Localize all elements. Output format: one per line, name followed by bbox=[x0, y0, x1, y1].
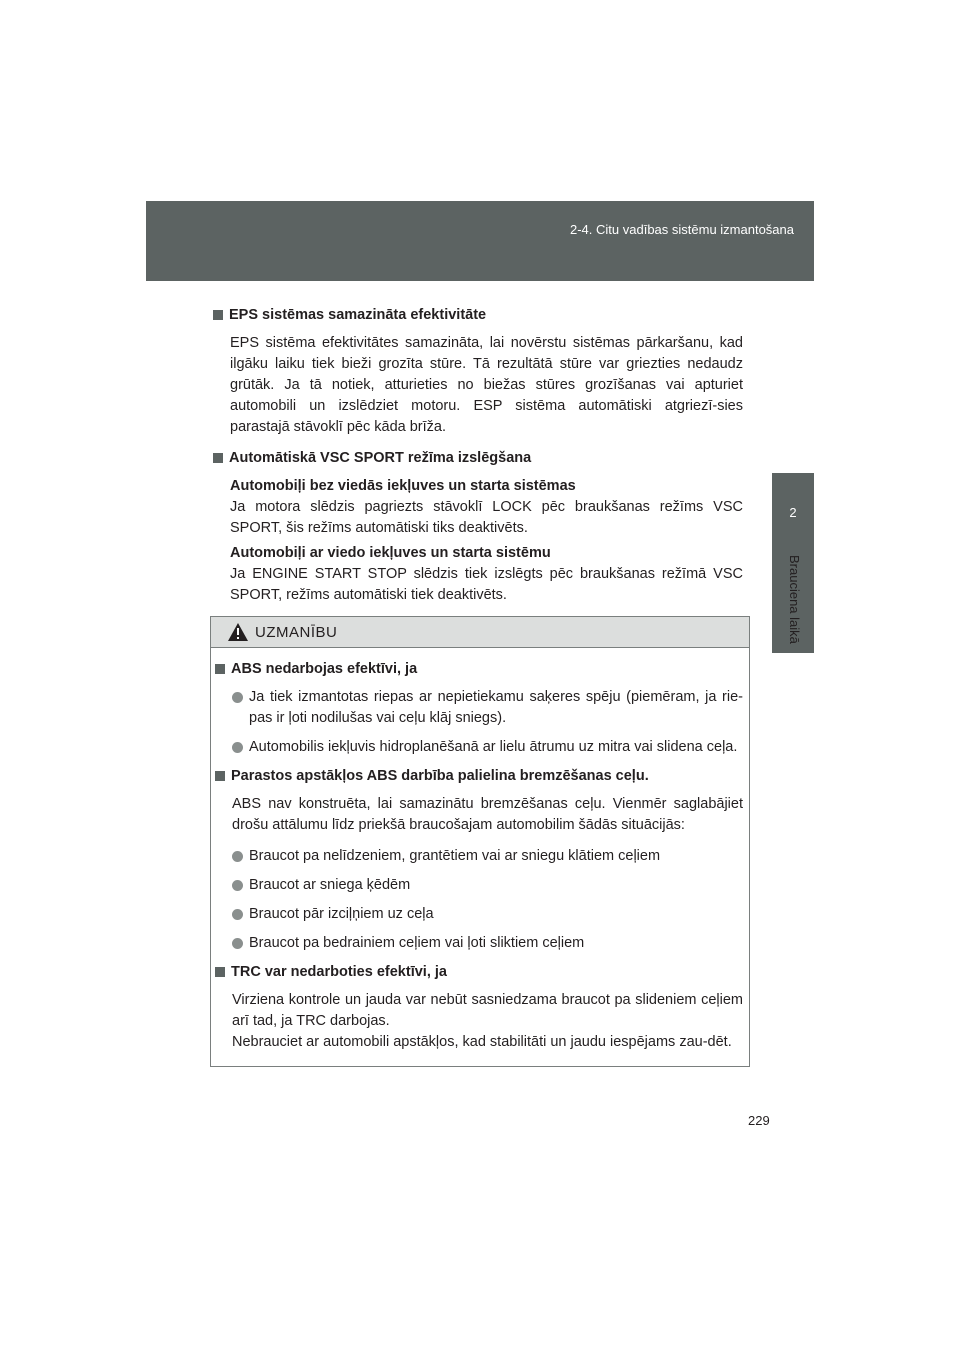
caution-title: UZMANĪBU bbox=[255, 623, 338, 641]
list-item bbox=[232, 904, 743, 925]
brake-text: ABS nav konstruēta, lai samazinātu bremzēšanas ceļu. Vienmēr saglabājiet drošu attālumu līdz priekšā braucošajam automobilim šādās situācijās: bbox=[232, 796, 743, 833]
list-item bbox=[232, 875, 743, 896]
list-item-text: Braucot ar sniega ķēdēm bbox=[249, 877, 411, 893]
eps-heading-text: EPS sistēmas samazināta efektivitāte bbox=[229, 307, 487, 323]
square-bullet-icon bbox=[213, 310, 223, 320]
bullet-dot-icon bbox=[232, 851, 243, 862]
bullet-dot-icon bbox=[232, 938, 243, 949]
abs-heading bbox=[215, 659, 743, 679]
chapter-number: 2 bbox=[789, 505, 797, 520]
list-item-text: Ja tiek izmantotas riepas ar nepietiekamu saķeres spēju (piemēram, ja rie-pas ir ļoti nodilušas vai ceļu klāj sniegs). bbox=[249, 689, 743, 726]
warning-triangle-icon bbox=[227, 622, 249, 642]
square-bullet-icon bbox=[215, 967, 225, 977]
caution-header bbox=[211, 617, 749, 648]
trc-text bbox=[232, 990, 743, 1053]
bullet-dot-icon bbox=[232, 909, 243, 920]
brake-heading-text: Parastos apstākļos ABS darbība palielina bremzēšanas ceļu. bbox=[231, 768, 649, 784]
trc-heading bbox=[215, 962, 743, 982]
vsc-block-2 bbox=[230, 543, 743, 606]
vsc-subheading-2: Automobiļi ar viedo iekļuves un starta sistēmu bbox=[230, 545, 551, 561]
list-item bbox=[232, 846, 743, 867]
bullet-dot-icon bbox=[232, 742, 243, 753]
brake-heading bbox=[215, 766, 743, 786]
list-item-text: Automobilis iekļuvis hidroplanēšanā ar lielu ātrumu uz mitra vai slidena ceļa. bbox=[249, 739, 738, 755]
abs-heading-text: ABS nedarbojas efektīvi, ja bbox=[231, 661, 418, 677]
square-bullet-icon bbox=[215, 771, 225, 781]
caution-body bbox=[215, 659, 743, 1063]
list-item-text: Braucot pa nelīdzeniem, grantētiem vai ar sniegu klātiem ceļiem bbox=[249, 848, 661, 864]
list-item-text: Braucot pār izciļņiem uz ceļa bbox=[249, 906, 434, 922]
vsc-text-1: Ja motora slēdzis pagriezts stāvoklī LOCK pēc braukšanas režīms VSC SPORT, šis režīms automātiski tiks deaktivēts. bbox=[230, 499, 743, 536]
list-item bbox=[232, 687, 743, 729]
vsc-text-2: Ja ENGINE START STOP slēdzis tiek izslēgts pēc braukšanas režīmā VSC SPORT, režīms automātiski tiek deaktivēts. bbox=[230, 566, 743, 603]
trc-text-2: Nebrauciet ar automobili apstākļos, kad stabilitāti un jaudu iespējams zau-dēt. bbox=[232, 1034, 732, 1050]
header-band bbox=[146, 201, 814, 281]
vsc-heading-text: Automātiskā VSC SPORT režīma izslēgšana bbox=[229, 450, 532, 466]
trc-text-1: Virziena kontrole un jauda var nebūt sasniedzama braucot pa slideniem ceļiem arī tad, ja TRC darbojas. bbox=[232, 992, 743, 1029]
main-content bbox=[213, 305, 743, 616]
square-bullet-icon bbox=[213, 453, 223, 463]
eps-heading bbox=[213, 305, 743, 325]
trc-heading-text: TRC var nedarboties efektīvi, ja bbox=[231, 964, 447, 980]
chapter-label: Brauciena laikā bbox=[787, 555, 802, 644]
vsc-block-1 bbox=[230, 476, 743, 539]
eps-text: EPS sistēma efektivitātes samazināta, lai novērstu sistēmas pārkaršanu, kad ilgāku laiku tiek bieži grozīta stūre. Tā rezultātā stūre var griezties nedaudz grūtāk. Ja tā notiek, atturieties no biežas stūres grozīšanas vai apturiet automobili un izslēdziet motoru. ESP sistēma automātiski atgriezī-sies parastajā stāvoklī pēc kāda brīža. bbox=[230, 335, 743, 435]
square-bullet-icon bbox=[215, 664, 225, 674]
list-item bbox=[232, 933, 743, 954]
vsc-heading bbox=[213, 448, 743, 468]
caution-box bbox=[210, 616, 750, 1067]
list-item bbox=[232, 737, 743, 758]
list-item-text: Braucot pa bedrainiem ceļiem vai ļoti sliktiem ceļiem bbox=[249, 935, 585, 951]
vsc-subheading-1: Automobiļi bez viedās iekļuves un starta sistēmas bbox=[230, 478, 576, 494]
page-number: 229 bbox=[748, 1113, 770, 1128]
bullet-dot-icon bbox=[232, 880, 243, 891]
section-title: 2-4. Citu vadības sistēmu izmantošana bbox=[570, 222, 794, 237]
bullet-dot-icon bbox=[232, 692, 243, 703]
